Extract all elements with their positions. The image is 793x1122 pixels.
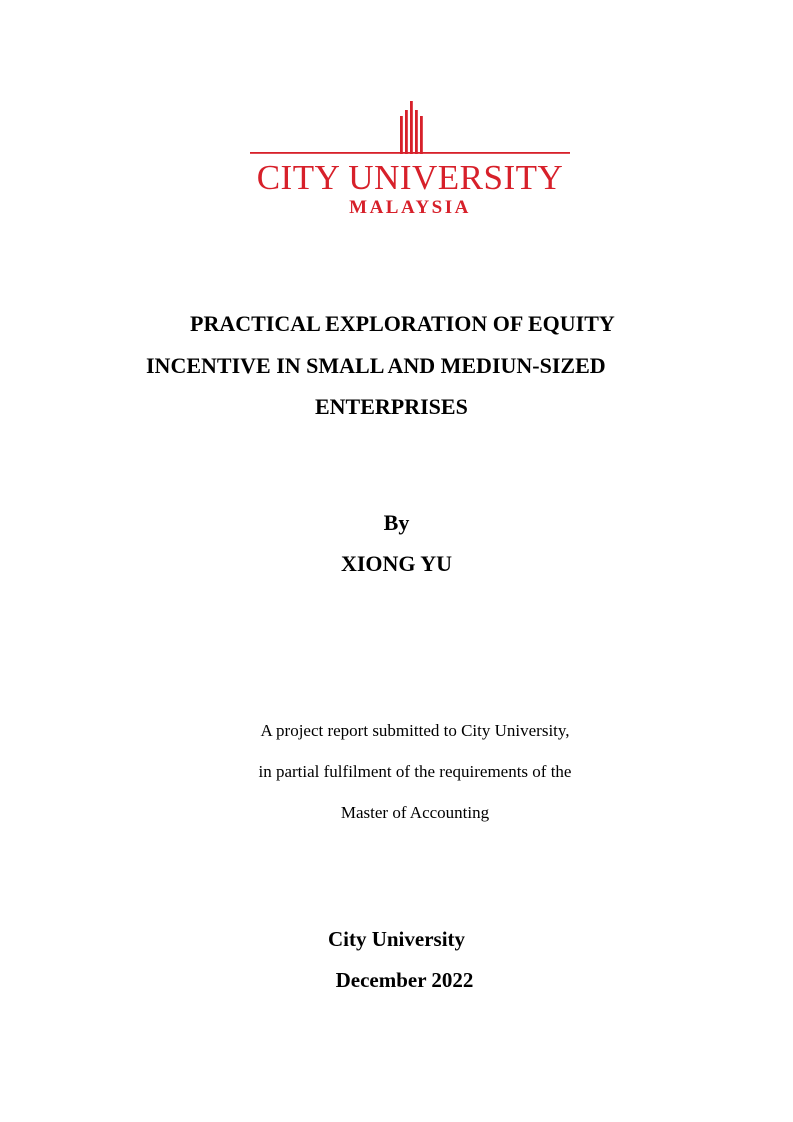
submission-line-1: A project report submitted to City University, [260,721,570,740]
report-title-line-3: ENTERPRISES [315,394,468,419]
institution-name: City University [327,927,466,951]
report-title-line-1: PRACTICAL EXPLORATION OF EQUITY [190,311,615,336]
submission-line-3: Master of Accounting [340,803,490,822]
report-title-line-2: INCENTIVE IN SMALL AND MEDIUN-SIZED [146,353,606,378]
logo-university-name: CITY UNIVERSITY [256,158,564,197]
author-name: XIONG YU [340,551,453,576]
logo-country: MALAYSIA [349,197,471,218]
university-logo [250,98,570,222]
submission-date: December 2022 [335,968,474,992]
by-label: By [383,510,410,535]
submission-line-2: in partial fulfilment of the requirements of the [258,762,572,781]
